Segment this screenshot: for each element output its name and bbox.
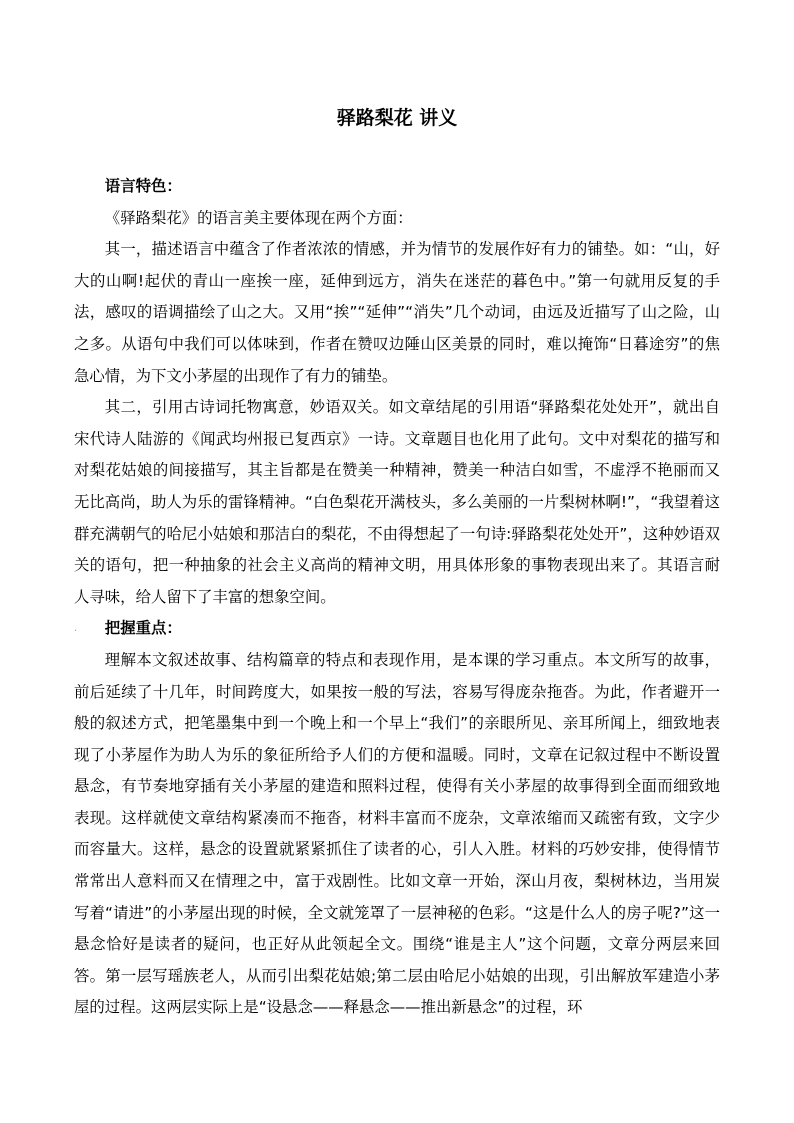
- document-body: [74, 171, 720, 1024]
- section-heading-row: [74, 613, 720, 645]
- paragraph: 《驿路梨花》的语言美主要体现在两个方面：: [104, 208, 413, 227]
- bullet-marker: .: [74, 623, 78, 635]
- page-title: 驿路梨花 讲义: [336, 107, 458, 129]
- paragraph: 理解本文叙述故事、结构篇章的特点和表现作用，是本课的学习重点。本文所写的故事，前后延续了十几年，时间跨度大，如果按一般的写法，容易写得庞杂拖沓。为此，作者避开一般的叙述方式，把笔墨集中到一个晚上和一个早上“我们”的亲眼所见、亲耳所闻上，细致地表现了小茅屋作为助人为乐的象征所给予人们的方便和温暖。同时，文章在记叙过程中不断设置悬念，有节奏地穿插有关小茅屋的建造和照料过程，使得有关小茅屋的故事得到全面而细致地表现。这样就使文章结构紧凑而不拖沓，材料丰富而不庞杂，文章浓缩而又疏密有致，文字少而容量大。这样，悬念的设置就紧紧抓住了读者的心，引人入胜。材料的巧妙安排，使得情节常常出人意料而又在情理之中，富于戏剧性。比如文章一开始，深山月夜，梨树林边，当用炭写着“请进”的小茅屋出现的时候，全文就笼罩了一层神秘的色彩。“这是什么人的房子呢?”这一悬念恰好是读者的疑问，也正好从此领起全文。围绕“谁是主人”这个问题，文章分两层来回答。第一层写瑶族老人，从而引出梨花姑娘;第二层由哈尼小姑娘的出现，引出解放军建造小茅屋的过程。这两层实际上是“设悬念——释悬念——推出新悬念”的过程，环: [74, 650, 720, 1017]
- section-heading-keypoints: 把握重点：: [104, 619, 182, 638]
- section-heading-language: 语言特色：: [104, 177, 182, 195]
- paragraph: 其二，引用古诗词托物寓意，妙语双关。如文章结尾的引用语“驿路梨花处处开”，就出自宋代诗人陆游的《闻武均州报已复西京》一诗。文章题目也化用了此句。文中对梨花的描写和对梨花姑娘的间接描写，其主旨都是在赞美一种精神，赞美一种洁白如雪，不虚浮不艳丽而又无比高尚，助人为乐的雷锋精神。“白色梨花开满枝头，多么美丽的一片梨树林啊!”，“我望着这群充满朝气的哈尼小姑娘和那洁白的梨花，不由得想起了一句诗:驿路梨花处处开”，这种妙语双关的语句，把一种抽象的社会主义高尚的精神文明，用具体形象的事物表现出来了。其语言耐人寻味，给人留下了丰富的想象空间。: [74, 398, 720, 606]
- paragraph: 其一，描述语言中蕴含了作者浓浓的情感，并为情节的发展作好有力的铺垫。如：“山，好大的山啊!起伏的青山一座挨一座，延伸到远方，消失在迷茫的暮色中。”第一句就用反复的手法，感叹的语调描绘了山之大。又用“挨”“延伸”“消失”几个动词，由远及近描写了山之险，山之多。从语句中我们可以体味到，作者在赞叹边陲山区美景的同时，难以掩饰“日暮途穷”的焦急心情，为下文小茅屋的出现作了有力的铺垫。: [74, 240, 720, 385]
